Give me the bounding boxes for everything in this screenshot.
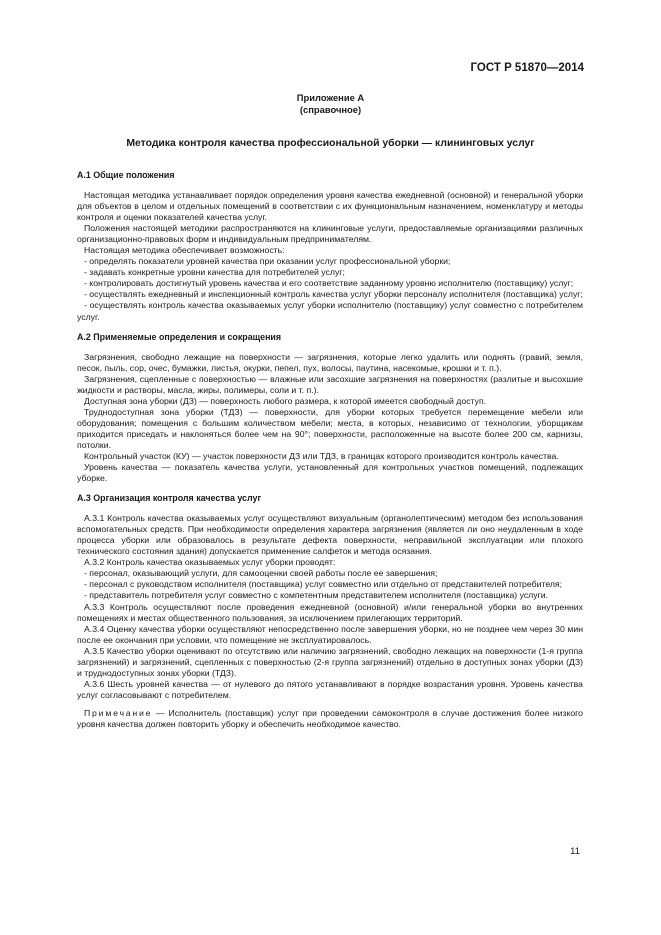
section-a2-heading: А.2 Применяемые определения и сокращения [77, 331, 282, 342]
list-item: - задавать конкретные уровни качества для потребителей услуг; [84, 267, 345, 278]
list-item: - контролировать достигнутый уровень качества и его соответствие заданному уровню исполнителю (поставщику) услуг; [84, 278, 574, 289]
paragraph: Контрольный участок (КУ) — участок поверхности ДЗ или ТДЗ, в границах которого производится контроль качества. [84, 450, 559, 461]
paragraph: А.3.4 Оценку качества уборки осуществляют непосредственно после завершения уборки, но не позднее чем через 30 мин после ее окончания при условии, что помещение не эксплуатировалось. [77, 623, 583, 645]
section-a3-heading: А.3 Организация контроля качества услуг [77, 493, 262, 504]
annex-title: Приложение А [296, 92, 365, 103]
annex-subtitle: (справочное) [299, 104, 362, 115]
paragraph: Труднодоступная зона уборки (ТДЗ) — поверхности, для уборки которых требуется перемещение мебели или оборудования; помещения с большим количеством мебели; места, в которых, независимо от технологии, уборщикам приходится приседать и наклоняться более чем на 90°; поверхности, расположенные на высоте более 200 см, карнизы, потолки. [77, 406, 583, 450]
method-title: Методика контроля качества профессиональной уборки — клининговых услуг [126, 138, 535, 149]
paragraph: А.3.2 Контроль качества оказываемых услуг уборки проводят: [84, 557, 336, 568]
note-text: — Исполнитель (поставщик) услуг при проведении самоконтроля в случае достижения более низкого уровня качества должен повторить уборку и обеспечить необходимое качество. [77, 707, 583, 729]
list-item: - представитель потребителя услуг совместно с компетентным представителем исполнителя (поставщика) услуги. [84, 590, 549, 601]
paragraph: Загрязнения, свободно лежащие на поверхности — загрязнения, которые легко удалить или поднять (гравий, земля, песок, пыль, сор, очес, бумажки, листья, окурки, пепел, пух, волосы, паутина, насекомые, крошки и т. п.). [77, 351, 583, 373]
note [77, 708, 583, 730]
document-body [77, 170, 583, 730]
paragraph: Настоящая методика обеспечивает возможность: [84, 245, 285, 256]
paragraph: А.3.3 Контроль осуществляют после проведения ежедневной (основной) и/или генеральной уборки во внутренних помещениях и местах общественного пользования, за исключением прилегающих территорий. [77, 601, 583, 623]
paragraph: А.3.5 Качество уборки оценивают по отсутствию или наличию загрязнений, свободно лежащих на поверхности (1-я группа загрязнений) и загрязнений, сцепленных с поверхностью (2-я группа загрязнений) отдельно в доступных зонах уборки (ДЗ) и труднодоступных зонах уборки (ТДЗ). [77, 645, 583, 678]
page-number: 11 [570, 846, 580, 857]
paragraph: А.3.1 Контроль качества оказываемых услуг осуществляют визуальным (органолептическим) методом без использования вспомогательных средств. При необходимости определения характера загрязнения (является ли оно неудаленным в ходе процесса уборки или образовалось в результате дефекта поверхности, неправильной эксплуатации или плохого технического состояния здания) допускается применение салфеток и метода осязания. [77, 513, 583, 557]
paragraph: Уровень качества — показатель качества услуги, установленный для контрольных участков помещений, подлежащих уборке. [77, 462, 583, 484]
standard-id: ГОСТ Р 51870—2014 [470, 62, 584, 74]
section-a1-heading: А.1 Общие положения [77, 170, 175, 180]
annex-heading [0, 92, 661, 116]
list-item: - персонал с руководством исполнителя (поставщика) услуг совместно или отдельно от представителей потребителя; [84, 579, 563, 590]
paragraph: Настоящая методика устанавливает порядок определения уровня качества ежедневной (основной) и генеральной уборки для объектов в целом и отдельных помещений в соответствии с их функциональным назначением, номенклатуру и методы контроля и оценки показателей качества услуг. [77, 190, 583, 223]
paragraph: Загрязнения, сцепленные с поверхностью — влажные или засохшие загрязнения на поверхностях (разлитые и высохшие жидкости и растворы, масла, жиры, полимеры, соли и т. п.). [77, 373, 583, 395]
list-item: - осуществлять ежедневный и инспекционный контроль качества услуг уборки персоналу исполнителя (поставщика) услуг; [84, 289, 583, 300]
list-item: - определять показатели уровней качества при оказании услуг профессиональной уборки; [84, 256, 451, 267]
paragraph: Доступная зона уборки (ДЗ) — поверхность любого размера, к которой имеется свободный доступ. [84, 395, 487, 406]
list-item: - осуществлять контроль качества оказываемых услуг уборки исполнителю (поставщику) услуг совместно с потребителем услуг. [77, 300, 583, 322]
list-item: - персонал, оказывающий услуги, для самооценки своей работы после ее завершения; [84, 568, 438, 579]
paragraph: А.3.6 Шесть уровней качества — от нулевого до пятого устанавливают в порядке возрастания уровня. Уровень качества услуг согласовывают с потребителем. [77, 678, 583, 700]
paragraph: Положения настоящей методики распространяются на клининговые услуги, предоставляемые организациями различных организационно-правовых форм и индивидуальным предпринимателям. [77, 223, 583, 245]
note-label: Примечание [84, 707, 153, 718]
